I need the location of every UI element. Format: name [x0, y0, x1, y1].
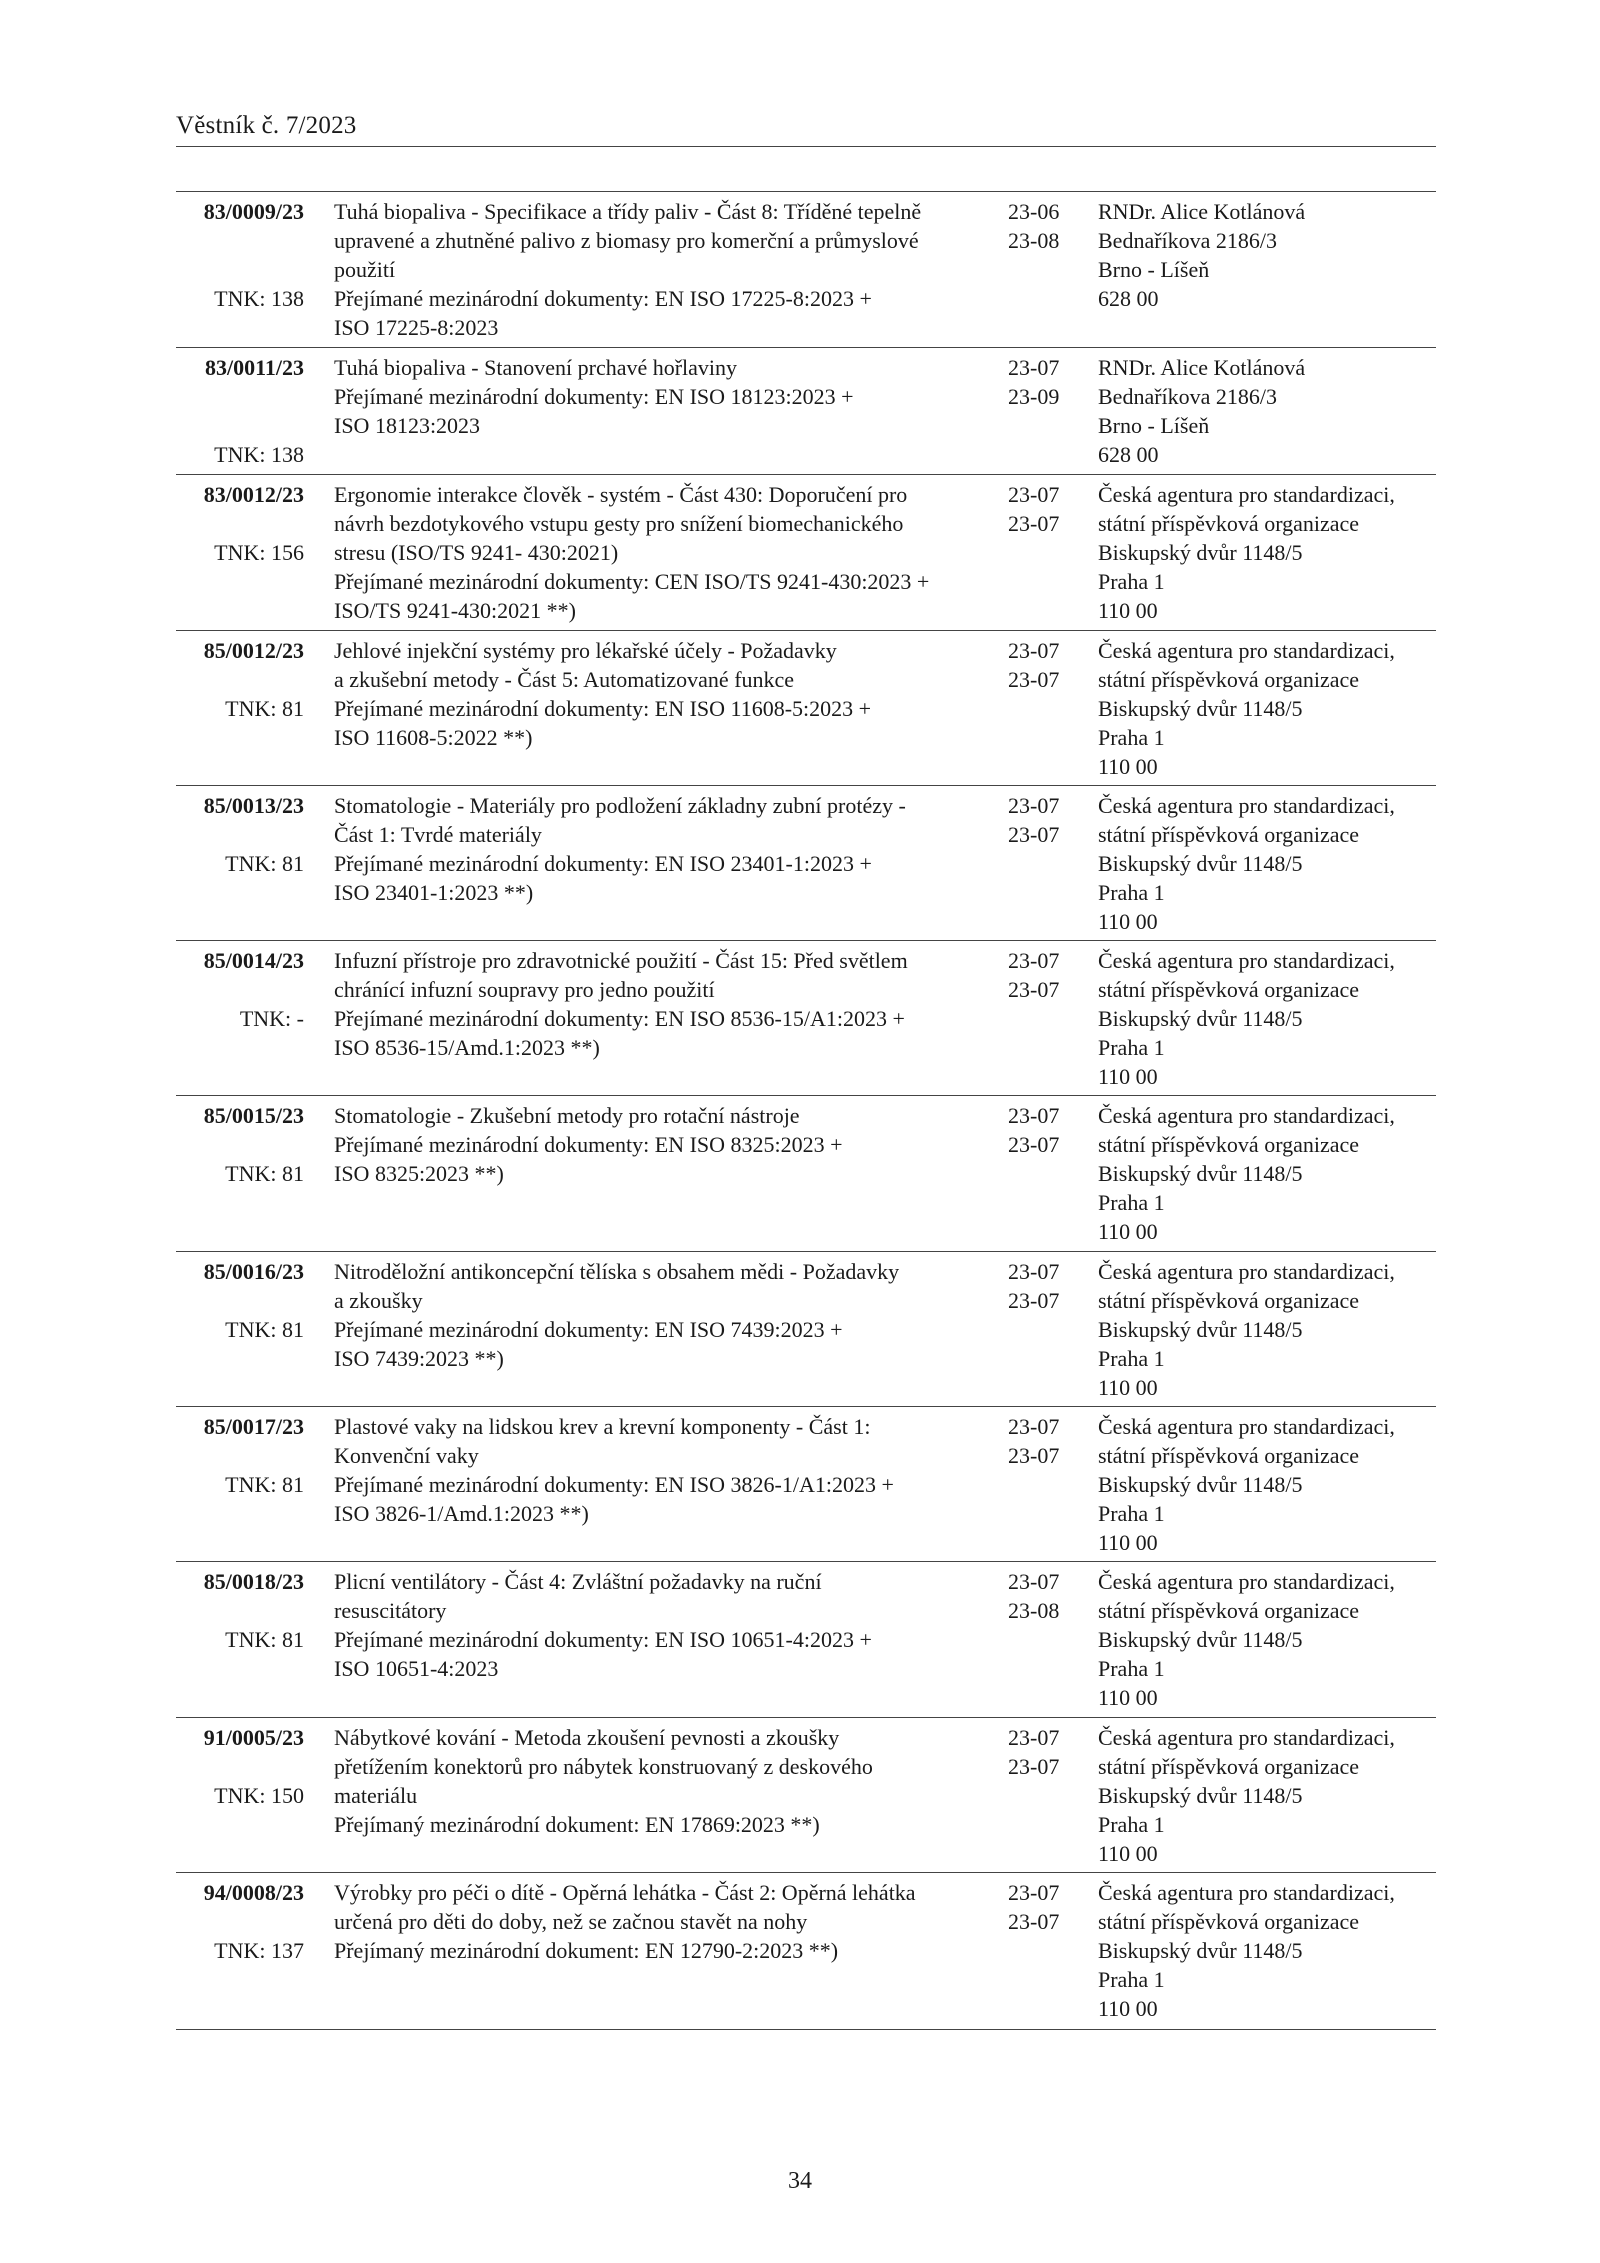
title-line: Jehlové injekční systémy pro lékařské účely - Požadavky [334, 638, 837, 663]
title-line: stresu (ISO/TS 9241- 430:2021) [334, 540, 619, 565]
date-value: 23-07 [1008, 1443, 1060, 1468]
date-value: 23-08 [1008, 228, 1060, 253]
date-value: 23-09 [1008, 384, 1060, 409]
address-line: Česká agentura pro standardizaci, [1098, 1414, 1395, 1439]
entry-number: 85/0014/23 [203, 948, 304, 973]
date-value: 23-07 [1008, 1259, 1060, 1284]
entry-number: 85/0013/23 [203, 793, 304, 818]
tnk-label: TNK: 81 [225, 1472, 304, 1497]
address-line: Biskupský dvůr 1148/5 [1098, 1938, 1303, 1963]
title-line: návrh bezdotykového vstupu gesty pro snížení biomechanického [334, 511, 904, 536]
address-line: Biskupský dvůr 1148/5 [1098, 851, 1303, 876]
page-header: Věstník č. 7/2023 [176, 112, 357, 139]
title-line: Přejímané mezinárodní dokumenty: EN ISO 8325:2023 + [334, 1132, 843, 1157]
address-line: Praha 1 [1098, 1812, 1165, 1837]
address-line: 110 00 [1098, 598, 1158, 623]
title-line: Infuzní přístroje pro zdravotnické použití - Část 15: Před světlem [334, 948, 908, 973]
address-line: Česká agentura pro standardizaci, [1098, 1103, 1395, 1128]
address-line: 628 00 [1098, 286, 1159, 311]
title-line: ISO 17225-8:2023 [334, 315, 499, 340]
date-value: 23-07 [1008, 355, 1060, 380]
title-line: Přejímané mezinárodní dokumenty: EN ISO 10651-4:2023 + [334, 1627, 872, 1652]
tnk-label: TNK: 81 [225, 851, 304, 876]
entry-title-cell [334, 1101, 989, 1188]
address-line: Česká agentura pro standardizaci, [1098, 1259, 1395, 1284]
entry-number: 85/0018/23 [203, 1569, 304, 1594]
address-line: Brno - Líšeň [1098, 257, 1210, 282]
address-line: Praha 1 [1098, 1967, 1165, 1992]
date-value: 23-07 [1008, 1288, 1060, 1313]
address-line: Praha 1 [1098, 1035, 1165, 1060]
table-row [176, 1407, 1436, 1562]
entry-id-cell [176, 791, 304, 876]
entry-contact-cell [1098, 353, 1438, 469]
address-line: 110 00 [1098, 754, 1158, 779]
title-line: ISO 23401-1:2023 **) [334, 880, 534, 905]
entry-contact-cell [1098, 1723, 1438, 1868]
address-line: státní příspěvková organizace [1098, 1443, 1360, 1468]
address-line: Česká agentura pro standardizaci, [1098, 793, 1395, 818]
address-line: 110 00 [1098, 1219, 1158, 1244]
title-line: Konvenční vaky [334, 1443, 479, 1468]
entry-dates-cell [1008, 1412, 1078, 1470]
entry-contact-cell [1098, 1878, 1438, 2023]
date-value: 23-07 [1008, 1132, 1060, 1157]
address-line: státní příspěvková organizace [1098, 1909, 1360, 1934]
table-row [176, 941, 1436, 1096]
address-line: Bednaříkova 2186/3 [1098, 384, 1278, 409]
title-line: Přejímaný mezinárodní dokument: EN 12790-2:2023 **) [334, 1938, 839, 1963]
entry-contact-cell [1098, 1257, 1438, 1402]
table-row [176, 348, 1436, 475]
table-row [176, 475, 1436, 631]
tnk-label: TNK: 81 [225, 1317, 304, 1342]
date-value: 23-07 [1008, 1909, 1060, 1934]
entry-dates-cell [1008, 1567, 1078, 1625]
entry-number: 91/0005/23 [203, 1725, 304, 1750]
entry-contact-cell [1098, 197, 1438, 313]
title-line: Přejímané mezinárodní dokumenty: EN ISO 17225-8:2023 + [334, 286, 872, 311]
title-line: Přejímané mezinárodní dokumenty: EN ISO 3826-1/A1:2023 + [334, 1472, 894, 1497]
tnk-label: TNK: 138 [214, 442, 304, 467]
title-line: chránící infuzní soupravy pro jedno použití [334, 977, 715, 1002]
title-line: ISO/TS 9241-430:2021 **) [334, 598, 576, 623]
tnk-label: TNK: 81 [225, 1161, 304, 1186]
title-line: Přejímané mezinárodní dokumenty: EN ISO 18123:2023 + [334, 384, 854, 409]
title-line: Část 1: Tvrdé materiály [334, 822, 542, 847]
address-line: Česká agentura pro standardizaci, [1098, 638, 1395, 663]
entry-dates-cell [1008, 636, 1078, 694]
table-row [176, 1718, 1436, 1873]
title-line: ISO 18123:2023 [334, 413, 481, 438]
entry-title-cell [334, 636, 989, 752]
title-line: Stomatologie - Materiály pro podložení základny zubní protézy - [334, 793, 906, 818]
title-line: materiálu [334, 1783, 418, 1808]
entry-number: 85/0016/23 [203, 1259, 304, 1284]
address-line: Biskupský dvůr 1148/5 [1098, 1161, 1303, 1186]
address-line: Biskupský dvůr 1148/5 [1098, 696, 1303, 721]
address-line: Praha 1 [1098, 1656, 1165, 1681]
entry-dates-cell [1008, 353, 1078, 411]
entry-contact-cell [1098, 1412, 1438, 1557]
entry-title-cell [334, 946, 989, 1062]
date-value: 23-07 [1008, 638, 1060, 663]
title-line: Přejímané mezinárodní dokumenty: EN ISO 11608-5:2023 + [334, 696, 872, 721]
date-value: 23-08 [1008, 1598, 1060, 1623]
table-row [176, 192, 1436, 348]
address-line: státní příspěvková organizace [1098, 822, 1360, 847]
date-value: 23-07 [1008, 1754, 1060, 1779]
date-value: 23-06 [1008, 199, 1060, 224]
tnk-label: TNK: 150 [214, 1783, 304, 1808]
entry-title-cell [334, 480, 989, 625]
address-line: Praha 1 [1098, 1346, 1165, 1371]
table-row [176, 1096, 1436, 1252]
address-line: Praha 1 [1098, 880, 1165, 905]
address-line: 110 00 [1098, 1996, 1158, 2021]
entry-id-cell [176, 1101, 304, 1186]
address-line: Praha 1 [1098, 725, 1165, 750]
address-line: 110 00 [1098, 1841, 1158, 1866]
entry-contact-cell [1098, 480, 1438, 625]
address-line: 110 00 [1098, 1685, 1158, 1710]
title-line: použití [334, 257, 396, 282]
address-line: 110 00 [1098, 1375, 1158, 1400]
address-line: Biskupský dvůr 1148/5 [1098, 540, 1303, 565]
entry-dates-cell [1008, 946, 1078, 1004]
address-line: Brno - Líšeň [1098, 413, 1210, 438]
title-line: ISO 10651-4:2023 [334, 1656, 499, 1681]
entry-id-cell [176, 353, 304, 467]
address-line: Biskupský dvůr 1148/5 [1098, 1783, 1303, 1808]
header-divider [176, 146, 1436, 147]
entry-id-cell [176, 1412, 304, 1497]
address-line: státní příspěvková organizace [1098, 1132, 1360, 1157]
date-value: 23-07 [1008, 1103, 1060, 1128]
title-line: upravené a zhutněné palivo z biomasy pro komerční a průmyslové [334, 228, 919, 253]
address-line: RNDr. Alice Kotlánová [1098, 355, 1306, 380]
title-line: Přejímané mezinárodní dokumenty: EN ISO 8536-15/A1:2023 + [334, 1006, 905, 1031]
address-line: 110 00 [1098, 909, 1158, 934]
address-line: Praha 1 [1098, 569, 1165, 594]
title-line: resuscitátory [334, 1598, 447, 1623]
entry-title-cell [334, 197, 989, 342]
address-line: státní příspěvková organizace [1098, 977, 1360, 1002]
title-line: Tuhá biopaliva - Specifikace a třídy paliv - Část 8: Tříděné tepelně [334, 199, 922, 224]
table-row [176, 1252, 1436, 1407]
entry-id-cell [176, 946, 304, 1031]
title-line: ISO 8325:2023 **) [334, 1161, 504, 1186]
date-value: 23-07 [1008, 1569, 1060, 1594]
entry-title-cell [334, 353, 989, 440]
tnk-label: TNK: 156 [214, 540, 304, 565]
title-line: Nitroděložní antikoncepční tělíska s obsahem mědi - Požadavky [334, 1259, 900, 1284]
title-line: Ergonomie interakce člověk - systém - Část 430: Doporučení pro [334, 482, 908, 507]
entry-id-cell [176, 1723, 304, 1808]
entry-id-cell [176, 480, 304, 565]
date-value: 23-07 [1008, 1725, 1060, 1750]
entry-contact-cell [1098, 946, 1438, 1091]
entry-dates-cell [1008, 1101, 1078, 1159]
title-line: a zkušební metody - Část 5: Automatizované funkce [334, 667, 795, 692]
entry-dates-cell [1008, 197, 1078, 255]
date-value: 23-07 [1008, 793, 1060, 818]
entry-contact-cell [1098, 1101, 1438, 1246]
address-line: Biskupský dvůr 1148/5 [1098, 1006, 1303, 1031]
entry-title-cell [334, 1878, 989, 1965]
address-line: 110 00 [1098, 1064, 1158, 1089]
title-line: ISO 3826-1/Amd.1:2023 **) [334, 1501, 589, 1526]
title-line: Plastové vaky na lidskou krev a krevní komponenty - Část 1: [334, 1414, 871, 1439]
address-line: Česká agentura pro standardizaci, [1098, 1569, 1395, 1594]
address-line: RNDr. Alice Kotlánová [1098, 199, 1306, 224]
address-line: Bednaříkova 2186/3 [1098, 228, 1278, 253]
page-number: 34 [788, 2168, 812, 2194]
entry-title-cell [334, 791, 989, 907]
entry-number: 94/0008/23 [203, 1880, 304, 1905]
address-line: Česká agentura pro standardizaci, [1098, 482, 1395, 507]
tnk-label: TNK: - [239, 1006, 304, 1031]
entry-dates-cell [1008, 1878, 1078, 1936]
title-line: Přejímané mezinárodní dokumenty: EN ISO 7439:2023 + [334, 1317, 843, 1342]
address-line: státní příspěvková organizace [1098, 1598, 1360, 1623]
date-value: 23-07 [1008, 482, 1060, 507]
title-line: Plicní ventilátory - Část 4: Zvláštní požadavky na ruční [334, 1569, 822, 1594]
title-line: Nábytkové kování - Metoda zkoušení pevnosti a zkoušky [334, 1725, 840, 1750]
entry-dates-cell [1008, 1257, 1078, 1315]
date-value: 23-07 [1008, 1880, 1060, 1905]
address-line: státní příspěvková organizace [1098, 1754, 1360, 1779]
title-line: a zkoušky [334, 1288, 423, 1313]
table-row [176, 631, 1436, 786]
address-line: Biskupský dvůr 1148/5 [1098, 1317, 1303, 1342]
entry-id-cell [176, 1567, 304, 1652]
tnk-label: TNK: 81 [225, 696, 304, 721]
address-line: státní příspěvková organizace [1098, 667, 1360, 692]
table-row [176, 786, 1436, 941]
entry-title-cell [334, 1257, 989, 1373]
tnk-label: TNK: 137 [214, 1938, 304, 1963]
title-line: Přejímané mezinárodní dokumenty: CEN ISO/TS 9241-430:2023 + [334, 569, 930, 594]
title-line: Přejímané mezinárodní dokumenty: EN ISO 23401-1:2023 + [334, 851, 872, 876]
date-value: 23-07 [1008, 822, 1060, 847]
address-line: Česká agentura pro standardizaci, [1098, 948, 1395, 973]
entry-number: 85/0012/23 [203, 638, 304, 663]
date-value: 23-07 [1008, 977, 1060, 1002]
entry-dates-cell [1008, 791, 1078, 849]
title-line: určená pro děti do doby, než se začnou stavět na nohy [334, 1909, 808, 1934]
entry-number: 85/0017/23 [203, 1414, 304, 1439]
entry-dates-cell [1008, 480, 1078, 538]
title-line: Výrobky pro péči o dítě - Opěrná lehátka - Část 2: Opěrná lehátka [334, 1880, 916, 1905]
entry-number: 83/0011/23 [204, 355, 304, 380]
address-line: státní příspěvková organizace [1098, 1288, 1360, 1313]
entry-contact-cell [1098, 791, 1438, 936]
entry-title-cell [334, 1723, 989, 1839]
title-line: ISO 8536-15/Amd.1:2023 **) [334, 1035, 600, 1060]
address-line: 628 00 [1098, 442, 1159, 467]
entry-contact-cell [1098, 636, 1438, 781]
entry-title-cell [334, 1412, 989, 1528]
table-row [176, 1562, 1436, 1718]
entry-dates-cell [1008, 1723, 1078, 1781]
standards-table [176, 192, 1436, 2030]
entry-id-cell [176, 1878, 304, 1963]
tnk-label: TNK: 81 [225, 1627, 304, 1652]
title-line: přetížením konektorů pro nábytek konstruovaný z deskového [334, 1754, 873, 1779]
address-line: Česká agentura pro standardizaci, [1098, 1725, 1395, 1750]
address-line: 110 00 [1098, 1530, 1158, 1555]
date-value: 23-07 [1008, 1414, 1060, 1439]
address-line: Praha 1 [1098, 1501, 1165, 1526]
tnk-label: TNK: 138 [214, 286, 304, 311]
entry-title-cell [334, 1567, 989, 1683]
date-value: 23-07 [1008, 948, 1060, 973]
address-line: Biskupský dvůr 1148/5 [1098, 1472, 1303, 1497]
title-line: Stomatologie - Zkušební metody pro rotační nástroje [334, 1103, 800, 1128]
title-line: Přejímaný mezinárodní dokument: EN 17869:2023 **) [334, 1812, 820, 1837]
entry-id-cell [176, 636, 304, 721]
entry-id-cell [176, 1257, 304, 1342]
entry-id-cell [176, 197, 304, 311]
title-line: Tuhá biopaliva - Stanovení prchavé hořlaviny [334, 355, 738, 380]
entry-number: 83/0009/23 [203, 199, 304, 224]
date-value: 23-07 [1008, 667, 1060, 692]
date-value: 23-07 [1008, 511, 1060, 536]
table-row [176, 1873, 1436, 2030]
address-line: Biskupský dvůr 1148/5 [1098, 1627, 1303, 1652]
entry-number: 83/0012/23 [203, 482, 304, 507]
title-line: ISO 7439:2023 **) [334, 1346, 504, 1371]
address-line: státní příspěvková organizace [1098, 511, 1360, 536]
entry-contact-cell [1098, 1567, 1438, 1712]
address-line: Česká agentura pro standardizaci, [1098, 1880, 1395, 1905]
address-line: Praha 1 [1098, 1190, 1165, 1215]
entry-number: 85/0015/23 [203, 1103, 304, 1128]
title-line: ISO 11608-5:2022 **) [334, 725, 533, 750]
